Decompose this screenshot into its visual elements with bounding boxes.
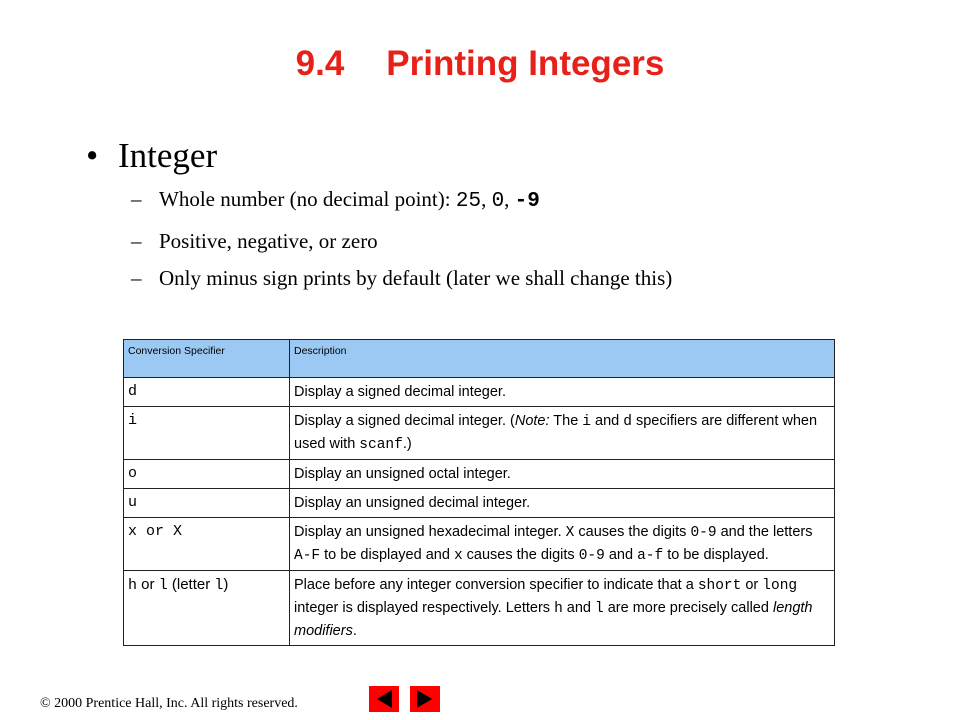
copyright-symbol: © [40, 696, 51, 711]
bullet-symbol: • [86, 136, 99, 175]
desc-text: or [741, 577, 763, 593]
specifier-cell: d [124, 378, 290, 407]
table-row [124, 378, 835, 407]
specifier-cell [124, 571, 290, 646]
code-d: d [623, 414, 632, 430]
separator: , [504, 187, 515, 211]
table-row [124, 460, 835, 489]
table-row [124, 518, 835, 571]
desc-text: and [562, 600, 596, 616]
code-i: i [582, 414, 591, 430]
description-cell [290, 407, 835, 460]
desc-text: . [352, 623, 357, 639]
separator: , [481, 187, 492, 211]
description-cell: Display an unsigned octal integer. [290, 460, 835, 489]
desc-text: to be displayed and [320, 547, 454, 563]
desc-text: causes the digits [574, 524, 691, 540]
spec-text: or [137, 576, 159, 593]
header-description: Description [290, 340, 835, 378]
table-row [124, 407, 835, 460]
code-scanf: scanf [359, 437, 403, 453]
code-0-9: 0-9 [690, 525, 717, 541]
sub-item-minus-sign [131, 266, 672, 291]
title-text: Printing Integers [386, 44, 665, 83]
code-l: l [158, 577, 168, 594]
desc-text: to be displayed. [663, 547, 769, 563]
desc-text: specifiers are different when used with [294, 413, 818, 452]
table-header-row [124, 340, 835, 378]
desc-text: integer is displayed respectively. Letters [294, 600, 555, 616]
code-l: l [595, 601, 604, 617]
code-X: X [565, 525, 575, 541]
code-A-F: A-F [294, 548, 321, 564]
desc-text: and the letters [716, 524, 813, 540]
length-modifiers-term: length modifiers [294, 600, 813, 639]
main-bullet [86, 136, 217, 176]
spec-text: ) [223, 576, 229, 593]
desc-text: .) [402, 436, 412, 452]
specifier-cell: x or X [124, 518, 290, 571]
desc-text: are more precisely called [603, 600, 773, 616]
code-h: h [554, 601, 563, 617]
code-l: l [214, 577, 224, 594]
code-0-9: 0-9 [578, 548, 605, 564]
desc-text: causes the digits [462, 547, 579, 563]
code-short: short [697, 578, 742, 594]
slide-title [0, 44, 960, 84]
left-arrow-icon [369, 686, 399, 712]
sub-item-text: Whole number (no decimal point): [159, 187, 456, 211]
desc-text: Display a signed decimal integer. ( [294, 413, 515, 429]
specifier-cell: u [124, 489, 290, 518]
specifier-cell: o [124, 460, 290, 489]
bullet-text: Integer [118, 136, 218, 175]
description-cell [290, 571, 835, 646]
sub-item-text: Positive, negative, or zero [159, 229, 378, 253]
sub-item-sign [131, 229, 378, 254]
sub-item-text: Only minus sign prints by default (later we shall change this) [159, 266, 673, 290]
desc-text: Display an unsigned hexadecimal integer. [294, 524, 566, 540]
copyright-text: 2000 Prentice Hall, Inc. All rights reserved. [50, 696, 298, 711]
previous-slide-button[interactable] [369, 686, 399, 712]
dash-symbol: – [131, 229, 142, 253]
sub-item-whole-number [131, 187, 540, 213]
description-cell [290, 518, 835, 571]
description-cell: Display a signed decimal integer. [290, 378, 835, 407]
table-row [124, 571, 835, 646]
table-row [124, 489, 835, 518]
header-conversion-specifier: Conversion Specifier [124, 340, 290, 378]
code-h: h [128, 577, 138, 594]
code-0: 0 [491, 190, 505, 213]
code-x: x [453, 548, 463, 564]
desc-text: and [604, 547, 638, 563]
note-label: Note: [514, 413, 550, 429]
description-cell: Display an unsigned decimal integer. [290, 489, 835, 518]
desc-text: and [591, 413, 624, 429]
dash-symbol: – [131, 187, 142, 211]
code-25: 25 [455, 190, 482, 213]
desc-text: The [549, 413, 583, 429]
copyright-footer [40, 696, 298, 712]
code-long: long [762, 578, 798, 594]
section-number: 9.4 [295, 44, 345, 83]
code-a-f: a-f [637, 548, 664, 564]
dash-symbol: – [131, 266, 142, 290]
spec-text: (letter [167, 576, 215, 593]
code-minus-9: -9 [514, 190, 540, 213]
desc-text: Place before any integer conversion specifier to indicate that a [294, 577, 698, 593]
specifier-cell: i [124, 407, 290, 460]
next-slide-button[interactable] [410, 686, 440, 712]
right-arrow-icon [410, 686, 440, 712]
conversion-specifier-table [123, 339, 835, 646]
